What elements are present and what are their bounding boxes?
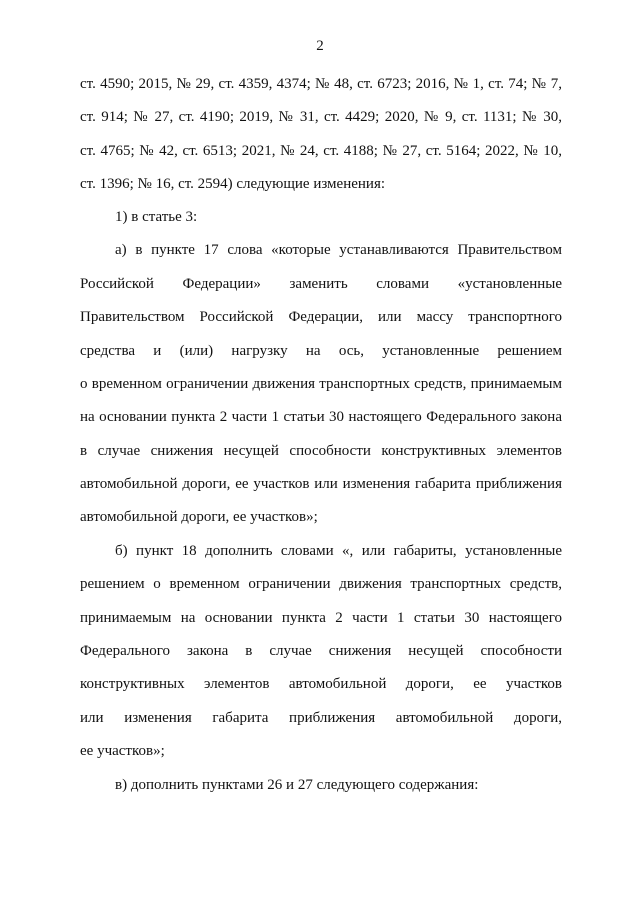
page-number: 2: [316, 38, 324, 54]
text-line: ст. 914; № 27, ст. 4190; 2019, № 31, ст. 4429; 2020, № 9, ст. 1131; № 30,: [80, 109, 562, 125]
list-item-heading: 1) в статье 3:: [115, 209, 198, 225]
paragraph-b-line: решением о временном ограничении движения транспортных средств,: [80, 576, 562, 592]
text-line: ст. 4590; 2015, № 29, ст. 4359, 4374; № 48, ст. 6723; 2016, № 1, ст. 74; № 7,: [80, 76, 562, 92]
paragraph-c-line: в) дополнить пунктами 26 и 27 следующего содержания:: [115, 777, 479, 793]
paragraph-b-line: принимаемым на основании пункта 2 части 1 статьи 30 настоящего: [80, 610, 562, 626]
paragraph-b-line: ее участков»;: [80, 743, 165, 759]
paragraph-a-line: Правительством Российской Федерации, или массу транспортного: [80, 309, 562, 325]
paragraph-a-line: Российской Федерации» заменить словами «установленные: [80, 276, 562, 292]
paragraph-a-line: средства и (или) нагрузку на ось, установленные решением: [80, 343, 562, 359]
paragraph-a-line: а) в пункте 17 слова «которые устанавливаются Правительством: [115, 242, 562, 258]
paragraph-b-line: или изменения габарита приближения автомобильной дороги,: [80, 710, 562, 726]
text-line: ст. 4765; № 42, ст. 6513; 2021, № 24, ст. 4188; № 27, ст. 5164; 2022, № 10,: [80, 143, 562, 159]
paragraph-a-line: в случае снижения несущей способности конструктивных элементов: [80, 443, 562, 459]
paragraph-a-line: на основании пункта 2 части 1 статьи 30 настоящего Федерального закона: [80, 409, 562, 425]
paragraph-b-line: б) пункт 18 дополнить словами «, или габариты, установленные: [115, 543, 562, 559]
paragraph-a-line: автомобильной дороги, ее участков»;: [80, 509, 318, 525]
paragraph-b-line: конструктивных элементов автомобильной дороги, ее участков: [80, 676, 562, 692]
paragraph-a-line: о временном ограничении движения транспортных средств, принимаемым: [80, 376, 562, 392]
paragraph-b-line: Федерального закона в случае снижения несущей способности: [80, 643, 562, 659]
paragraph-a-line: автомобильной дороги, ее участков или изменения габарита приближения: [80, 476, 562, 492]
text-line: ст. 1396; № 16, ст. 2594) следующие изменения:: [80, 176, 386, 192]
